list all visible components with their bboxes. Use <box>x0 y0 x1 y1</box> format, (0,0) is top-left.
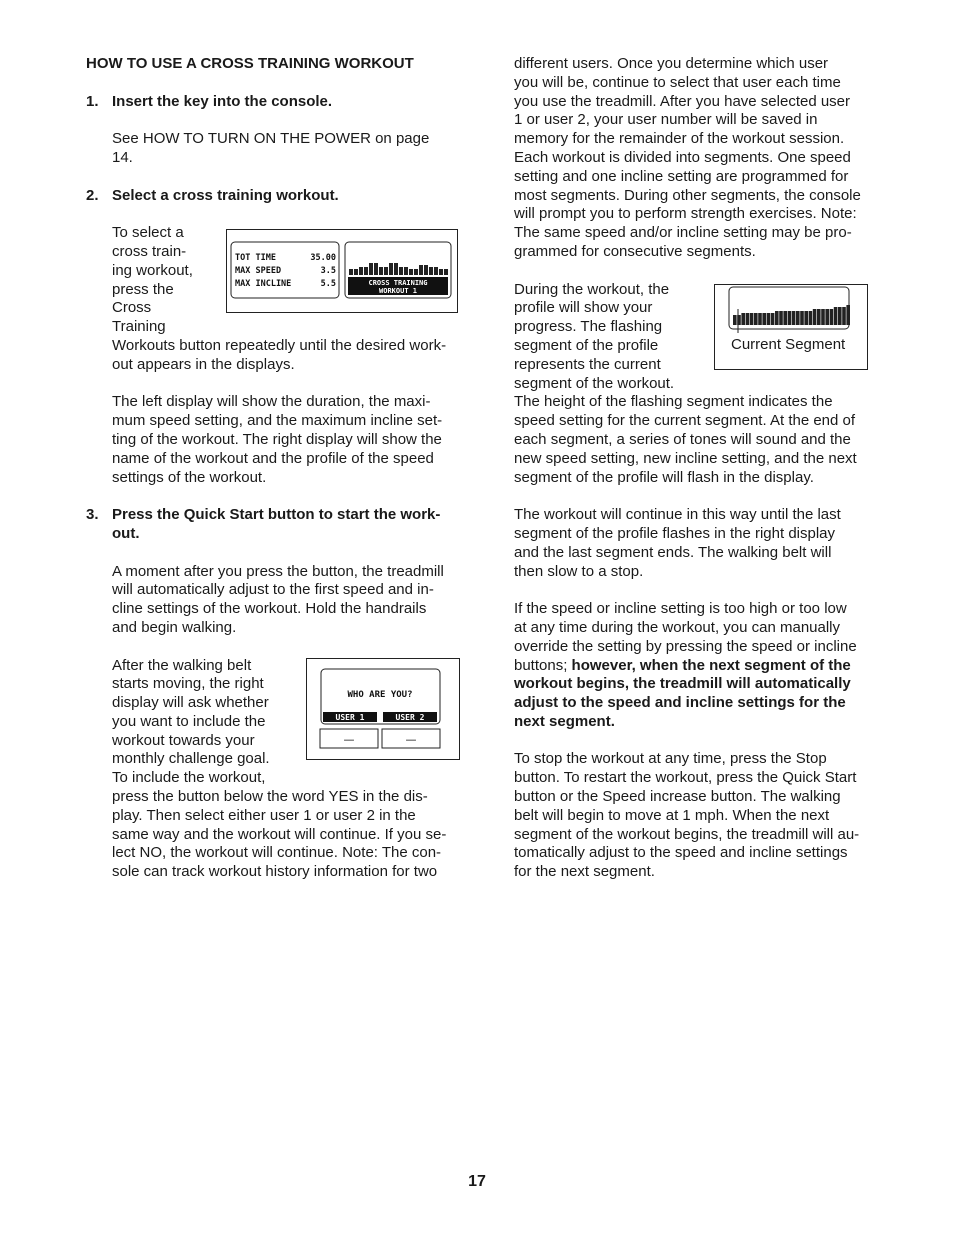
body-line: button or the Speed increase button. The walking <box>514 788 841 806</box>
profile-segment <box>434 267 438 275</box>
body-line: Cross <box>112 299 152 317</box>
body-line: settings of the workout. <box>112 468 267 486</box>
right-column <box>514 55 870 882</box>
body-line: cline settings of the workout. Hold the handrails <box>112 600 427 618</box>
profile-segment <box>404 267 408 275</box>
body-line: segment of the workout begins, the treadmill will au- <box>514 825 860 843</box>
mixed-line: buttons; however, when the next segment of the <box>514 656 851 674</box>
body-line: will prompt you to perform strength exercises. Note: <box>514 205 857 223</box>
body-line: grammed for consecutive segments. <box>514 242 756 260</box>
body-line: memory for the remainder of the workout session. <box>514 130 845 148</box>
body-line: for the next segment. <box>514 863 655 881</box>
body-line: will automatically adjust to the first speed and in- <box>112 581 434 599</box>
speed-profile-bars <box>349 263 448 275</box>
body-line: setting and one incline setting are programmed for <box>514 167 849 185</box>
display-row-label-1: TOT TIME <box>235 253 276 263</box>
body-line: If the speed or incline setting is too high or too low <box>514 600 847 618</box>
display-row-value-3: 5.5 <box>320 279 336 289</box>
body-line: press the button below the word YES in the dis- <box>112 788 428 806</box>
user-display-svg <box>307 659 459 759</box>
body-line: each segment, a series of tones will sound and the <box>514 430 851 448</box>
profile-segment <box>419 265 423 275</box>
body-line: segment of the workout. <box>514 374 675 392</box>
profile-segment <box>354 269 358 275</box>
body-line: ing workout, <box>112 261 193 279</box>
profile-segment <box>349 269 353 275</box>
display-row-label-3: MAX INCLINE <box>235 279 292 289</box>
step-3-title: 3. Press the Quick Start button to start the work- out. <box>86 506 466 544</box>
profile-segment <box>429 267 433 275</box>
body-line: new speed setting, new incline setting, and the next <box>514 449 857 467</box>
body-line: lect NO, the workout will continue. Note: The con- <box>112 844 442 862</box>
body-line: most segments. During other segments, the console <box>514 186 861 204</box>
body-line: ting of the workout. The right display will show the <box>112 430 442 448</box>
body-line: To stop the workout at any time, press the Stop <box>514 750 827 768</box>
body-line: override the setting by pressing the speed or incline <box>514 637 857 655</box>
profile-segment <box>364 267 368 275</box>
body-line: tomatically adjust to the speed and incline settings <box>514 844 848 862</box>
body-line: progress. The flashing <box>514 318 663 336</box>
profile-segment <box>444 269 448 275</box>
body-line: at any time during the workout, you can manually <box>514 618 841 636</box>
body-line: adjust to the speed and incline settings for the <box>514 694 846 712</box>
profile-segment <box>424 265 428 275</box>
step-1-title: 1. Insert the key into the console. <box>86 92 333 110</box>
body-line: you will be, continue to select that user each time <box>514 73 841 91</box>
body-line: workout begins, the treadmill will automatically <box>514 675 851 693</box>
console-display-svg <box>227 230 457 312</box>
section-heading: HOW TO USE A CROSS TRAINING WORKOUT <box>86 55 414 72</box>
body-line: and the last segment ends. The walking belt will <box>514 543 832 561</box>
step-title-line: Press the Quick Start button to start the work- <box>112 506 441 524</box>
svg-text:—: — <box>405 733 417 746</box>
display-row-value-1: 35.00 <box>310 253 336 263</box>
body-line: out appears in the displays. <box>112 355 295 373</box>
profile-segment <box>409 269 413 275</box>
body-line: Workouts button repeatedly until the desired work- <box>112 336 447 354</box>
body-line: profile will show your <box>514 299 653 317</box>
who-are-you-text: WHO ARE YOU? <box>347 690 413 700</box>
profile-segment <box>414 269 418 275</box>
display-row-value-2: 3.5 <box>320 266 336 276</box>
profile-segment <box>394 263 398 275</box>
profile-segment <box>374 263 378 275</box>
user-1-option: USER 1 <box>335 713 365 722</box>
body-line: segment of the profile flashes in the right display <box>514 524 836 542</box>
body-line: display will ask whether <box>112 694 269 712</box>
profile-segment <box>439 269 443 275</box>
body-line: To include the workout, <box>112 769 266 787</box>
profile-segment <box>389 263 393 275</box>
body-line: During the workout, the <box>514 280 670 298</box>
body-line: button. To restart the workout, press the Quick Start <box>514 769 857 787</box>
body-line: Each workout is divided into segments. One speed <box>514 148 851 166</box>
body-line: segment of the profile <box>514 336 659 354</box>
body-line: The height of the flashing segment indicates the <box>514 393 833 411</box>
body-line: sole can track workout history information for two <box>112 863 438 881</box>
profile-segment <box>379 267 383 275</box>
body-line: different users. Once you determine which user <box>514 55 829 72</box>
step-1-body: See HOW TO TURN ON THE POWER on page 14. <box>112 130 430 166</box>
body-line: A moment after you press the button, the treadmill <box>112 562 444 580</box>
body-line: monthly challenge goal. <box>112 750 270 768</box>
body-line: cross train- <box>112 242 187 260</box>
workout-name-line-1: CROSS TRAINING <box>368 279 428 287</box>
body-line: press the <box>112 280 174 298</box>
body-line: same way and the workout will continue. If you se- <box>112 825 447 843</box>
body-line: segment of the profile will flash in the display. <box>514 468 814 486</box>
profile-segment <box>399 267 403 275</box>
body-line: you use the treadmill. After you have selected user <box>514 92 851 110</box>
body-line: and begin walking. <box>112 618 237 636</box>
body-line: mum speed setting, and the maximum incline set- <box>112 412 443 430</box>
workout-name-line-2: WORKOUT 1 <box>379 287 417 295</box>
body-line: belt will begin to move at 1 mph. When the next <box>514 806 830 824</box>
current-segment-caption: Current Segment <box>731 336 846 353</box>
body-line: The same speed and/or incline setting may be pro- <box>514 224 852 242</box>
body-line: workout towards your <box>112 731 255 749</box>
profile-segment <box>384 267 388 275</box>
body-line: you want to include the <box>112 712 266 730</box>
profile-segment <box>359 267 363 275</box>
user-2-option: USER 2 <box>395 713 425 722</box>
step-2-title: 2. Select a cross training workout. <box>86 186 339 204</box>
display-row-label-2: MAX SPEED <box>235 266 282 276</box>
body-line: 1 or user 2, your user number will be saved in <box>514 111 818 129</box>
body-line: name of the workout and the profile of the speed <box>112 449 434 467</box>
body-line: play. Then select either user 1 or user 2 in the <box>112 806 416 824</box>
body-line: then slow to a stop. <box>514 562 644 580</box>
body-line: next segment. <box>514 712 615 730</box>
step-title-line: out. <box>112 524 140 542</box>
body-line: The left display will show the duration, the maxi- <box>112 393 431 411</box>
page-number: 17 <box>468 1173 486 1190</box>
body-line: represents the current <box>514 355 661 373</box>
body-line: After the walking belt <box>112 656 252 674</box>
body-line: starts moving, the right <box>112 675 264 693</box>
workout-display-figure <box>226 229 458 313</box>
body-line: The workout will continue in this way until the last <box>514 506 841 524</box>
body-line: Training <box>112 318 166 336</box>
profile-segment <box>369 263 373 275</box>
user-prompt-figure <box>306 658 460 760</box>
body-line: speed setting for the current segment. At the end of <box>514 412 856 430</box>
body-line: To select a <box>112 224 184 242</box>
svg-text:—: — <box>343 733 355 746</box>
